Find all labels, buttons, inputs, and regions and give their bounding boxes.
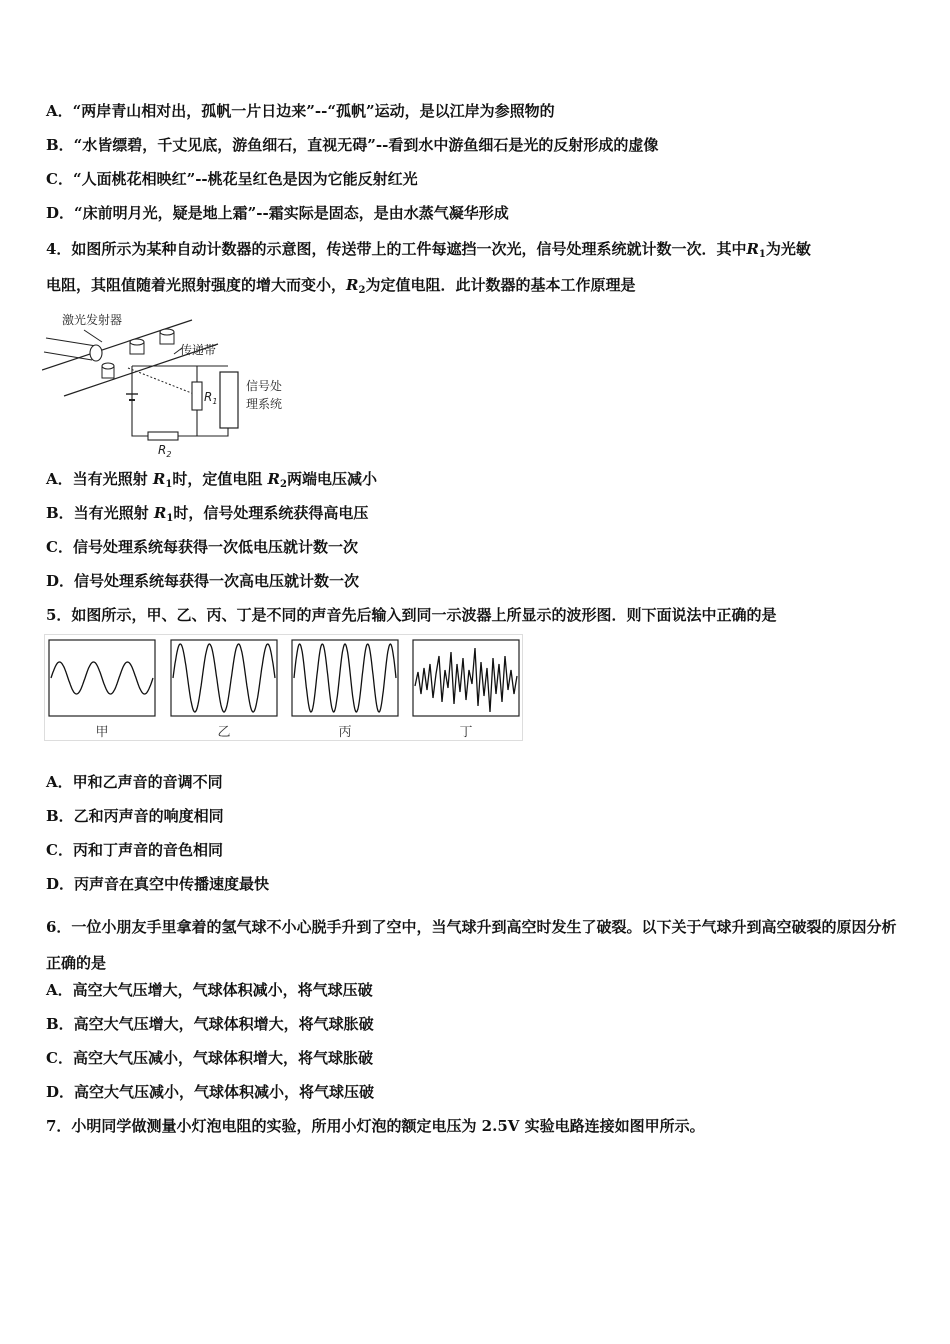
laser-label: 激光发射器 [62, 313, 123, 327]
q4-option-a-text1: A．当有光照射 [46, 470, 153, 488]
q6-option-a: A．高空大气压增大，气球体积减小，将气球压破 [46, 981, 373, 999]
signal-wire-bottom [197, 428, 228, 436]
circuit-left-wire [132, 366, 197, 436]
q4-option-a-r1: R [152, 470, 166, 488]
q4-stem-c: 电阻，其阻值随着光照射强度的增大而变小， [46, 276, 347, 294]
waveform-box-yi [171, 640, 277, 716]
waveform-label-ding: 丁 [459, 725, 473, 740]
q6-option-c: C．高空大气压减小，气球体积增大，将气球胀破 [46, 1049, 373, 1067]
q4-option-a-r1-sub: 1 [165, 479, 173, 490]
workpiece-2 [160, 329, 174, 344]
q4-stem-line2 [46, 275, 635, 301]
belt-upper-edge [42, 320, 192, 370]
q6-option-d: D．高空大气压减小，气球体积减小，将气球压破 [46, 1083, 375, 1101]
oscilloscope-waveforms-figure [44, 634, 524, 742]
waveform-label-jia: 甲 [95, 725, 109, 740]
q5-option-c: C．丙和丁声音的音色相同 [46, 841, 223, 859]
q4-option-b-r1-sub: 1 [166, 513, 174, 524]
q4-r2: R [346, 276, 359, 294]
q6-option-b: B．高空大气压增大，气球体积增大，将气球胀破 [46, 1015, 374, 1033]
q4-stem-b: 为光敏 [765, 240, 811, 258]
workpiece-3 [102, 363, 114, 378]
q6-stem: 6．一位小朋友手里拿着的氢气球不小心脱手升到了空中，当气球升到高空时发生了破裂。以下关于气球升到高空破裂的原因分析正确的是 [46, 918, 897, 972]
q4-option-d: D．信号处理系统每获得一次高电压就计数一次 [46, 572, 360, 590]
q4-option-a [46, 469, 377, 495]
q4-stem-d: 为定值电阻．此计数器的基本工作原理是 [365, 276, 636, 294]
r2-figure-label: $R_2$ [158, 443, 172, 459]
q7-stem: 7．小明同学做测量小灯泡电阻的实验，所用小灯泡的额定电压为 2.5V 实验电路连接如图甲所示。 [46, 1117, 705, 1135]
q3-option-a: A．“两岸青山相对出，孤帆一片日边来”--“孤帆”运动，是以江岸为参照物的 [46, 102, 555, 120]
laser-beam [128, 368, 194, 394]
q4-option-a-text3: 两端电压减小 [286, 470, 377, 488]
r1-resistor [192, 382, 202, 410]
waveform-box-bing [292, 640, 398, 716]
q4-option-a-text2: 时，定值电阻 [172, 470, 268, 488]
circuit-top-wire [132, 366, 197, 436]
q4-option-b-text1: B．当有光照射 [46, 504, 154, 522]
workpiece-1 [130, 339, 144, 354]
q5-option-b: B．乙和丙声音的响度相同 [46, 807, 224, 825]
q3-option-b: B．“水皆缥碧，千丈见底，游鱼细石，直视无碍”--看到水中游鱼细石是光的反射形成的虚像 [46, 136, 659, 154]
signal-label-1: 信号处 [246, 379, 283, 393]
laser-emitter-end [90, 345, 102, 361]
r2-resistor [148, 432, 178, 440]
q4-option-b-r1: R [153, 504, 167, 522]
q4-stem-a: 4．如图所示为某种自动计数器的示意图，传送带上的工件每遮挡一次光，信号处理系统就计数一次．其中 [46, 240, 747, 258]
q5-stem: 5．如图所示，甲、乙、丙、丁是不同的声音先后输入到同一示波器上所显示的波形图．则下面说法中正确的是 [46, 606, 777, 624]
q4-r1-sub: 1 [758, 249, 766, 260]
laser-label-leader [84, 330, 102, 342]
r1-figure-label: $R_1$ [204, 390, 218, 406]
q4-option-a-r2: R [267, 470, 281, 488]
waveform-label-yi: 乙 [217, 725, 231, 740]
q4-stem-line1 [46, 239, 811, 265]
laser-tube-top [46, 338, 96, 346]
q4-option-b [46, 503, 368, 529]
q4-r2-sub: 2 [358, 285, 366, 296]
belt-label: 传递带 [180, 343, 217, 357]
q4-r1: R [746, 240, 759, 258]
q4-option-a-r2-sub: 2 [280, 479, 287, 490]
counter-circuit-figure [42, 308, 302, 460]
signal-box [220, 372, 238, 428]
q4-option-c: C．信号处理系统每获得一次低电压就计数一次 [46, 538, 358, 556]
waveform-label-bing: 丙 [338, 725, 352, 740]
q3-option-d: D．“床前明月光，疑是地上霜”--霜实际是固态，是由水蒸气凝华形成 [46, 204, 509, 222]
q4-option-b-text2: 时，信号处理系统获得高电压 [173, 504, 369, 522]
q3-option-c: C．“人面桃花相映红”--桃花呈红色是因为它能反射红光 [46, 170, 418, 188]
q5-option-d: D．丙声音在真空中传播速度最快 [46, 875, 270, 893]
q5-option-a: A．甲和乙声音的音调不同 [46, 773, 223, 791]
signal-label-2: 理系统 [246, 397, 283, 411]
